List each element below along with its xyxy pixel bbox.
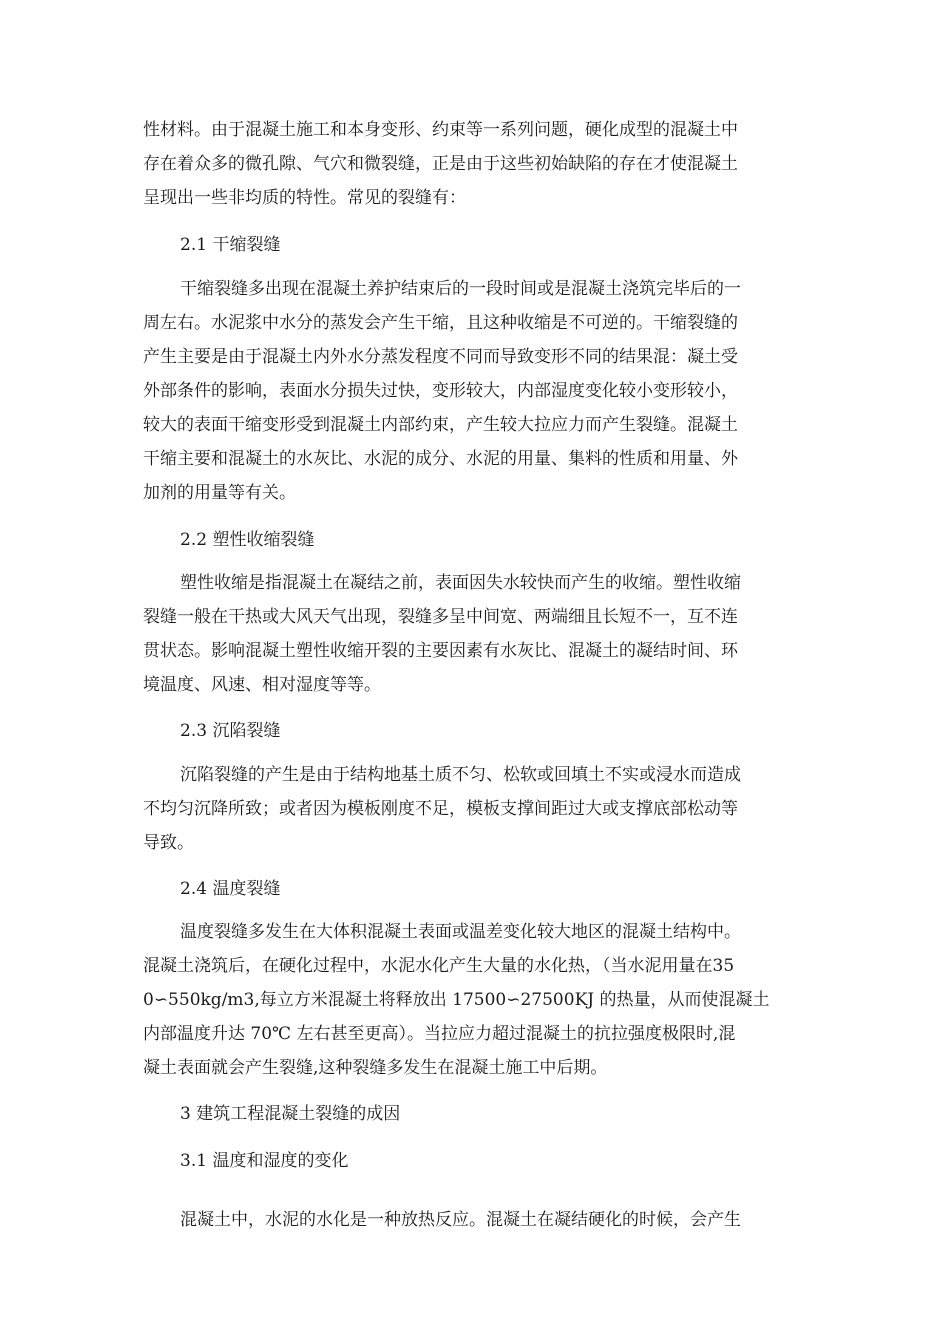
section-2-1-line-5: 较大的表面干缩变形受到混凝土内部约束，产生较大拉应力而产生裂缝。混凝土 [143,415,738,435]
section-2-1-line-4: 外部条件的影响，表面水分损失过快，变形较大，内部湿度变化较小变形较小， [143,381,738,401]
section-2-4-line-3: 0∽550kg/m3,每立方米混凝土将释放出 17500∽27500KJ 的热量，从而使混凝土 [143,990,770,1010]
section-2-4-heading: 2.4 温度裂缝 [180,879,281,899]
section-2-2-line-3: 贯状态。影响混凝土塑性收缩开裂的主要因素有水灰比、混凝土的凝结时间、环 [143,641,738,661]
intro-line-1: 性材料。由于混凝土施工和本身变形、约束等一系列问题，硬化成型的混凝土中 [143,120,738,140]
section-2-1-line-1: 干缩裂缝多出现在混凝土养护结束后的一段时间或是混凝土浇筑完毕后的一 [180,279,741,299]
section-2-1-line-7: 加剂的用量等有关。 [143,483,296,503]
section-2-1-heading: 2.1 干缩裂缝 [180,235,281,255]
section-3-heading: 3 建筑工程混凝土裂缝的成因 [180,1104,401,1124]
section-2-2-line-2: 裂缝一般在干热或大风天气出现，裂缝多呈中间宽、两端细且长短不一，互不连 [143,607,738,627]
section-2-4-line-5: 凝土表面就会产生裂缝,这种裂缝多发生在混凝土施工中后期。 [143,1058,608,1078]
section-2-3-heading: 2.3 沉陷裂缝 [180,721,281,741]
section-3-1-heading: 3.1 温度和湿度的变化 [180,1151,349,1171]
section-2-4-line-1: 温度裂缝多发生在大体积混凝土表面或温差变化较大地区的混凝土结构中。 [180,922,741,942]
section-2-2-line-4: 境温度、风速、相对湿度等等。 [143,675,381,695]
section-2-2-line-1: 塑性收缩是指混凝土在凝结之前，表面因失水较快而产生的收缩。塑性收缩 [180,573,741,593]
intro-line-2: 存在着众多的微孔隙、气穴和微裂缝，正是由于这些初始缺陷的存在才使混凝土 [143,154,738,174]
section-2-3-line-1: 沉陷裂缝的产生是由于结构地基土质不匀、松软或回填土不实或浸水而造成 [180,765,741,785]
section-2-4-line-2: 混凝土浇筑后，在硬化过程中，水泥水化产生大量的水化热，（当水泥用量在35 [143,956,735,976]
section-2-1-line-3: 产生主要是由于混凝土内外水分蒸发程度不同而导致变形不同的结果混：凝土受 [143,347,738,367]
intro-line-3: 呈现出一些非均质的特性。常见的裂缝有： [143,188,466,208]
section-2-3-line-2: 不均匀沉降所致；或者因为模板刚度不足，模板支撑间距过大或支撑底部松动等 [143,799,738,819]
section-2-3-line-3: 导致。 [143,833,194,853]
section-2-4-line-4: 内部温度升达 70℃ 左右甚至更高）。当拉应力超过混凝土的抗拉强度极限时,混 [143,1024,736,1044]
section-2-1-line-2: 周左右。水泥浆中水分的蒸发会产生干缩，且这种收缩是不可逆的。干缩裂缝的 [143,313,738,333]
section-2-2-heading: 2.2 塑性收缩裂缝 [180,530,315,550]
section-3-1-line-1: 混凝土中，水泥的水化是一种放热反应。混凝土在凝结硬化的时候，会产生 [180,1210,741,1230]
section-2-1-line-6: 干缩主要和混凝土的水灰比、水泥的成分、水泥的用量、集料的性质和用量、外 [143,449,738,469]
